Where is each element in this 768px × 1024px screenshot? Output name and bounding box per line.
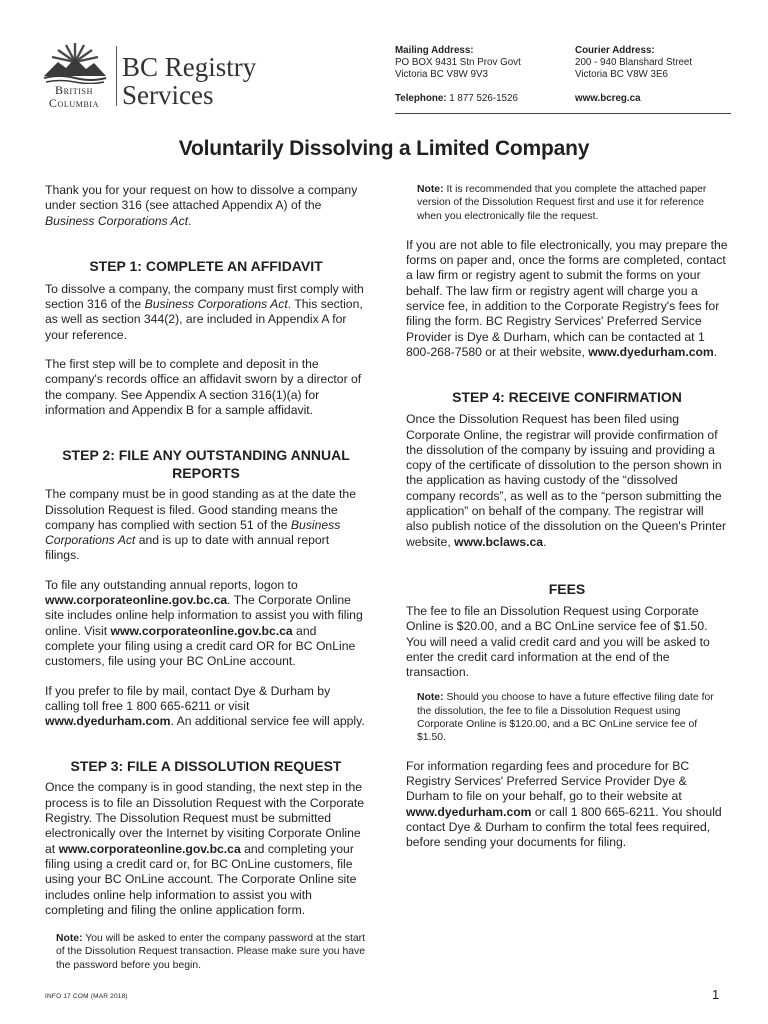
step2-p3-text: If you prefer to file by mail, contact Dye & Durham by calling toll free 1 800 665-6211 or visit: [45, 683, 331, 713]
step1-p1-text-end: . This section, as well as section 344(2), are included in Appendix A for your reference.: [45, 297, 363, 342]
fees-note: [417, 691, 728, 744]
fees-heading: FEES: [548, 580, 586, 597]
step2-p1-text: The company must be in good standing as at the date the Dissolution Request is filed. Good standing means the company has complied with section 51 of the: [45, 487, 356, 532]
step2-p2-text-end: and complete your filing using a credit card OR for BC OnLine customers, file using your BC OnLine account.: [45, 623, 356, 669]
dyedurham-link-3[interactable]: www.dyedurham.com: [406, 804, 532, 819]
step3-note: [56, 932, 367, 972]
step2-p1-text-end: and is up to date with annual report filings.: [45, 533, 330, 563]
bc-logo: [38, 40, 110, 108]
step4-text-end: .: [543, 534, 547, 549]
fees-paragraph-1: The fee to file an Dissolution Request using Corporate Online is $20.00, and a BC OnLine service fee of $1.50. You will need a valid credit card and you will be asked to enter the credit card information at the end of the transaction.: [406, 603, 710, 680]
step3-p1-text: Once the company is in good standing, the next step in the process is to file an Dissolution Request with the Corporate Registry. The Dissolution Request must be submitted electronically over the Internet by visiting Corporate Online at: [45, 780, 365, 856]
fees-note-text: Should you choose to have a future effective filing date for the dissolution, the fee to file a Dissolution Request using Corporate Online is $120.00, and a BC OnLine service fee of $1.50.: [417, 692, 714, 744]
step2-heading-line2: REPORTS: [172, 465, 240, 482]
courier-address-label: Courier Address:: [575, 45, 655, 56]
province-name-line2: Columbia: [48, 96, 100, 110]
brand-line1: BC Registry: [122, 52, 257, 82]
telephone-number: 1 877 526-1526: [449, 93, 518, 104]
paper-filing-text: If you are not able to file electronically, you may prepare the forms on paper and, once the forms are completed, contact a law firm or registry agent to submit the forms on your behalf. The law firm or registry agent will charge you a service fee, in addition to the Corporate Registry's fees for filing the form. BC Registry Services' Preferred Service Provider is Dye & Durham, which can be contacted at 1 800-268-7580 or at their website,: [406, 237, 728, 359]
bc-sun-mountain-icon: [42, 40, 108, 84]
step2-heading: [45, 446, 367, 482]
step2-heading-line1: STEP 2: FILE ANY OUTSTANDING ANNUAL: [62, 447, 350, 464]
mailing-address-line1: PO BOX 9431 Stn Prov Govt: [395, 57, 521, 68]
brand-line2: Services: [122, 80, 214, 110]
intro-act-name: Business Corporations Act: [45, 213, 189, 228]
form-code: INFO 17 COM (MAR 2018): [45, 993, 128, 1000]
paper-filing-paragraph: [406, 238, 728, 360]
fees-p2-text-end: or call 1 800 665-6211. You should contact Dye & Durham to confirm the total fees required, before sending your documents for filing.: [406, 804, 722, 850]
corporate-online-link[interactable]: www.corporateonline.gov.bc.ca: [45, 593, 228, 608]
corporate-online-link-2[interactable]: www.corporateonline.gov.bc.ca: [110, 623, 293, 638]
mailing-address-line2: Victoria BC V8W 9V3: [395, 69, 488, 80]
step2-paragraph-1: [45, 487, 367, 563]
fees-paragraph-2: [406, 759, 728, 851]
province-name-line1: British: [55, 83, 93, 97]
step4-text: Once the Dissolution Request has been filed using Corporate Online, the registrar will provide confirmation of the dissolution of the company by issuing and providing a copy of the certificate of dissolution to the person shown in the application as having custody of the “dissolved company records”, as well as to the “person submitting the application” on behalf of the company. The registrar will also publish notice of the dissolution on the Queen's Printer website,: [406, 412, 727, 549]
intro-text: Thank you for your request on how to dissolve a company under section 316 (see attached Appendix A) of the: [45, 183, 358, 213]
step2-p3-text-end: . An additional service fee will apply.: [170, 714, 365, 729]
intro-paragraph: [45, 183, 367, 229]
electronic-filing-note-label: Note:: [417, 184, 444, 195]
logo-divider: [116, 46, 117, 106]
step2-act-name: Business Corporations Act: [45, 517, 341, 548]
mailing-address-label: Mailing Address:: [395, 45, 474, 56]
fees-p2-text: For information regarding fees and procedure for BC Registry Services' Preferred Service Provider Dye & Durham to file on your behalf, go to their website at: [406, 758, 690, 804]
electronic-filing-note-text: It is recommended that you complete the attached paper version of the Dissolution Request first and use it for reference when you electronically file the request.: [417, 184, 707, 222]
step2-paragraph-2: [45, 578, 367, 670]
step3-p1-text-end: and completing your filing using a credit card or, for BC OnLine customers, file using your BC OnLine account. The Corporate Online site includes online help information to assist you with completing and filing the online application form.: [45, 841, 357, 917]
step2-p2-text-mid: . The Corporate Online site includes online help information to assist you with filing online. Visit: [45, 593, 363, 638]
step2-paragraph-3: [45, 684, 367, 730]
left-column: [45, 183, 367, 972]
telephone-row: [395, 93, 521, 105]
step1-p1-text: To dissolve a company, the company must first comply with section 316 of the: [45, 281, 364, 312]
telephone-label: Telephone:: [395, 93, 447, 104]
bclaws-link[interactable]: www.bclaws.ca: [454, 534, 544, 549]
mailing-address-block: [395, 45, 521, 105]
step3-paragraph-1: [45, 780, 367, 918]
corporate-online-link-3[interactable]: www.corporateonline.gov.bc.ca: [58, 841, 241, 856]
paper-filing-text-end: .: [713, 344, 718, 359]
step4-paragraph: [406, 412, 728, 550]
right-column: [406, 183, 728, 850]
courier-address-line2: Victoria BC V8W 3E6: [575, 69, 668, 80]
step3-note-label: Note:: [56, 933, 83, 945]
courier-address-line1: 200 - 940 Blanshard Street: [575, 57, 693, 68]
step1-paragraph-1: [45, 282, 367, 343]
header-rule: [395, 113, 731, 114]
dyedurham-link[interactable]: www.dyedurham.com: [45, 714, 171, 729]
step1-act-name: Business Corporations Act: [144, 297, 288, 312]
fees-note-label: Note:: [417, 692, 444, 704]
step2-p2-text: To file any outstanding annual reports, logon to: [45, 577, 298, 592]
step3-note-text: You will be asked to enter the company password at the start of the Dissolution Request transaction. Please make sure you have the password before you begin.: [56, 933, 366, 971]
step1-heading: STEP 1: COMPLETE AN AFFIDAVIT: [89, 257, 323, 274]
courier-address-block: [575, 45, 692, 105]
step1-paragraph-2: The first step will be to complete and deposit in the company's records office an affidavit sworn by a director of the company. See Appendix A section 316(1)(a) for information and Appendix B for a sample affidavit.: [45, 357, 362, 417]
step3-heading: STEP 3: FILE A DISSOLUTION REQUEST: [70, 758, 342, 775]
registry-website-link[interactable]: www.bcreg.ca: [575, 93, 641, 104]
electronic-filing-note: [417, 183, 728, 223]
intro-text-end: .: [188, 213, 192, 228]
step4-heading: STEP 4: RECEIVE CONFIRMATION: [452, 389, 682, 406]
page-title: Voluntarily Dissolving a Limited Company: [178, 137, 590, 160]
page-number: 1: [712, 987, 720, 1002]
dyedurham-link-2[interactable]: www.dyedurham.com: [588, 344, 714, 359]
